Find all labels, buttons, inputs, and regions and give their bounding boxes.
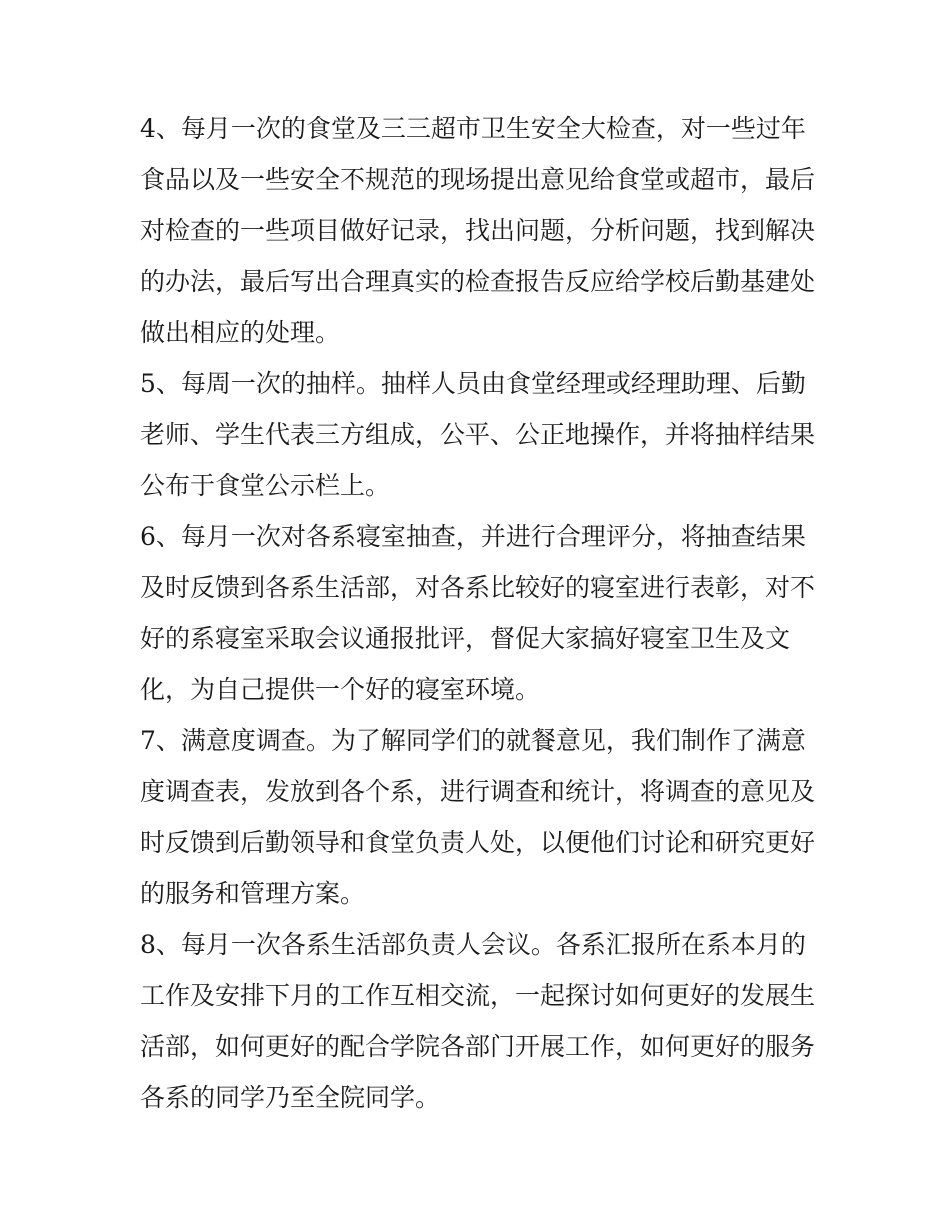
text-line: 公布于食堂公示栏上。 bbox=[140, 471, 391, 500]
text-line: 做出相应的处理。 bbox=[140, 318, 341, 347]
text-line: 各系的同学乃至全院同学。 bbox=[140, 1083, 441, 1112]
text-line: 对检查的一些项目做好记录，找出问题，分析问题，找到解决 bbox=[140, 216, 816, 245]
text-line: 食品以及一些安全不规范的现场提出意见给食堂或超市，最后 bbox=[140, 165, 816, 194]
text-line: 的办法，最后写出合理真实的检查报告反应给学校后勤基建处 bbox=[140, 267, 816, 296]
text-line: 好的系寝室采取会议通报批评，督促大家搞好寝室卫生及文 bbox=[140, 624, 791, 653]
text-line: 化，为自己提供一个好的寝室环境。 bbox=[140, 675, 541, 704]
text-line: 及时反馈到各系生活部，对各系比较好的寝室进行表彰，对不 bbox=[140, 573, 816, 602]
document-body bbox=[140, 103, 816, 1123]
text-line: 6、每月一次对各系寝室抽查，并进行合理评分，将抽查结果 bbox=[140, 522, 806, 551]
text-line: 的服务和管理方案。 bbox=[140, 879, 366, 908]
text-line: 工作及安排下月的工作互相交流，一起探讨如何更好的发展生 bbox=[140, 981, 816, 1010]
text-line: 时反馈到后勤领导和食堂负责人处，以便他们讨论和研究更好 bbox=[140, 828, 816, 857]
text-line: 5、每周一次的抽样。抽样人员由食堂经理或经理助理、后勤 bbox=[140, 369, 806, 398]
text-line: 活部，如何更好的配合学院各部门开展工作，如何更好的服务 bbox=[140, 1032, 816, 1061]
text-line: 老师、学生代表三方组成，公平、公正地操作，并将抽样结果 bbox=[140, 420, 816, 449]
text-line: 度调查表，发放到各个系，进行调查和统计，将调查的意见及 bbox=[140, 777, 816, 806]
text-line: 7、满意度调查。为了解同学们的就餐意见，我们制作了满意 bbox=[140, 726, 806, 755]
text-line: 8、每月一次各系生活部负责人会议。各系汇报所在系本月的 bbox=[140, 930, 806, 959]
text-line: 4、每月一次的食堂及三三超市卫生安全大检查，对一些过年 bbox=[140, 114, 806, 143]
